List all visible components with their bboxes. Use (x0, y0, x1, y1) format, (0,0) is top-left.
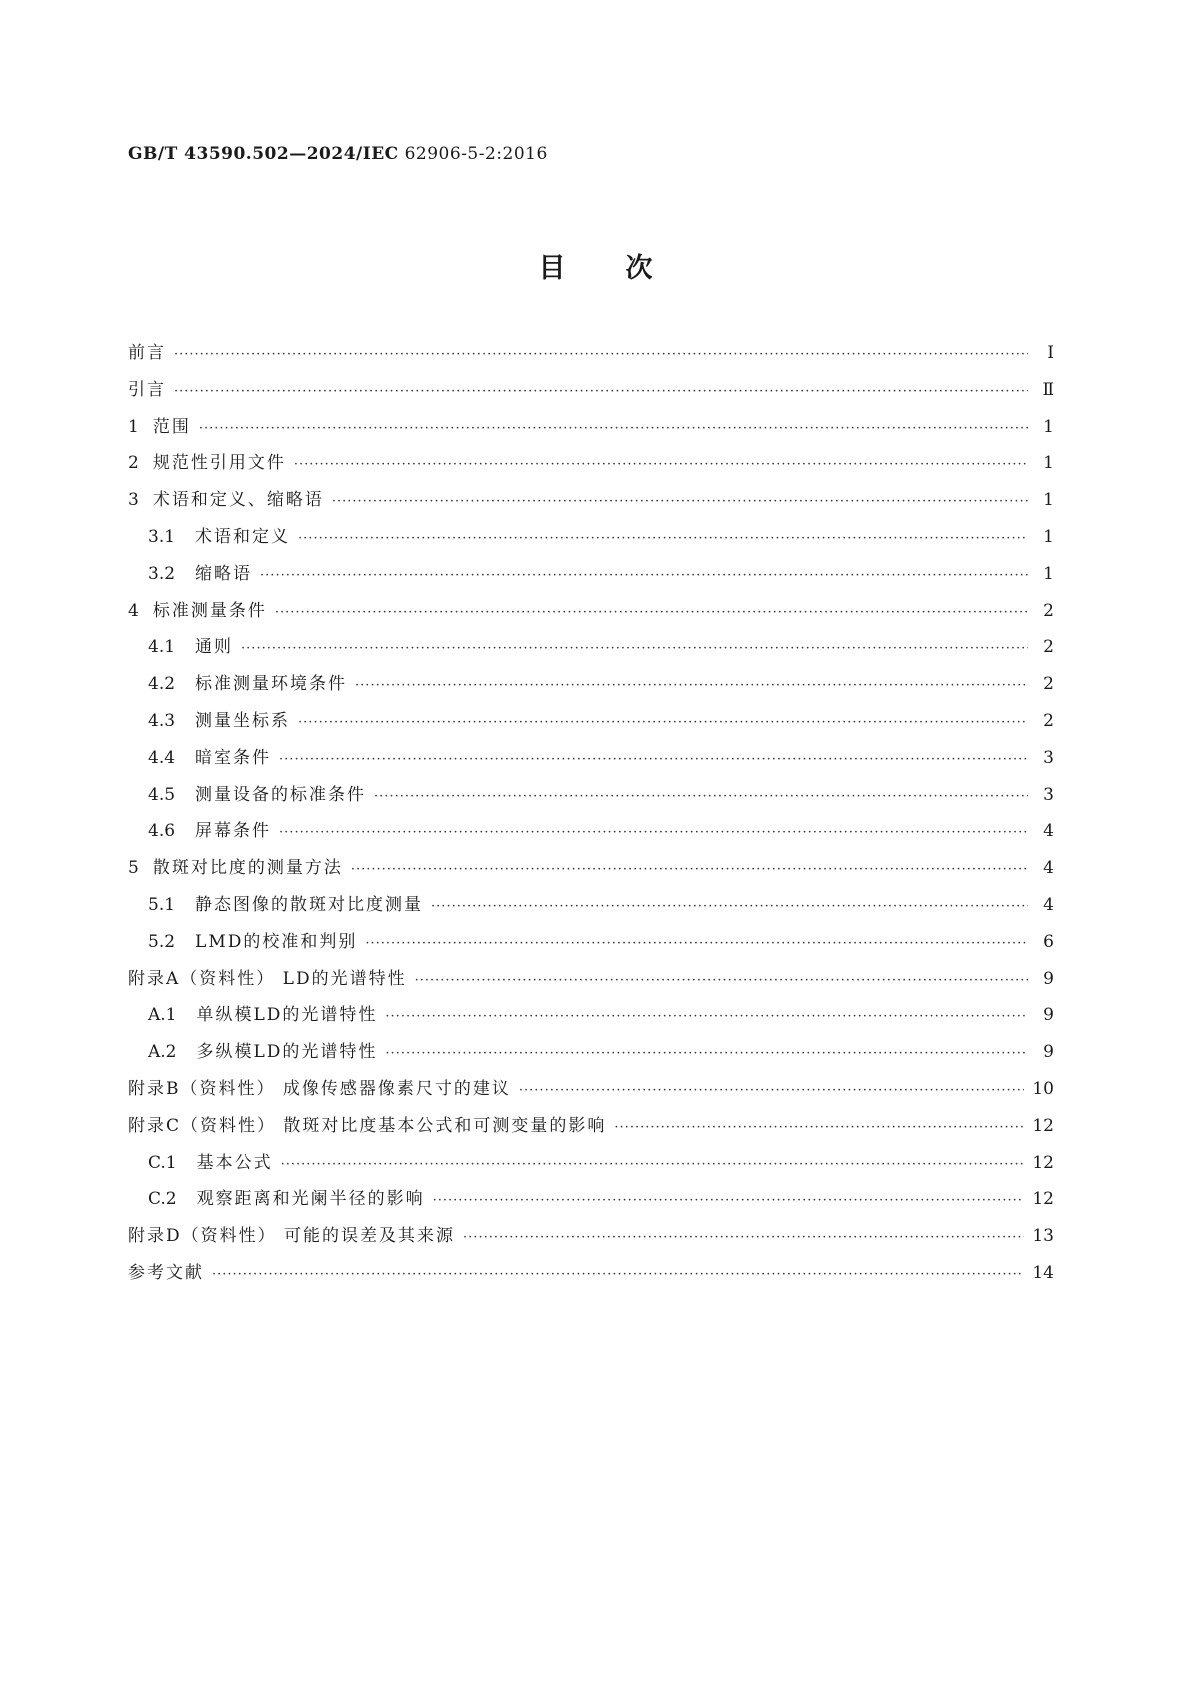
toc-entry[interactable] (128, 669, 1054, 706)
toc-entry-page: Ⅰ (1047, 343, 1054, 363)
page-title: 目次 (538, 253, 713, 284)
toc-entry-label: 附录A（资料性） LD的光谱特性 (128, 968, 407, 989)
toc-entry-number: A.2 (148, 1042, 177, 1063)
toc-dot-leader (260, 568, 1028, 583)
toc-entry[interactable] (128, 1258, 1054, 1295)
toc-entry-number: 4.1 (148, 637, 176, 658)
toc-entry-label: 范围 (152, 416, 191, 437)
toc-dot-leader (174, 347, 1028, 362)
toc-entry[interactable] (128, 1221, 1054, 1258)
toc-entry-label: 标准测量环境条件 (195, 674, 348, 695)
toc-entry-label: 单纵模LD的光谱特性 (196, 1005, 378, 1026)
toc-entry[interactable] (128, 375, 1054, 412)
table-of-contents (128, 338, 1054, 1295)
toc-dot-leader (415, 973, 1028, 988)
toc-entry[interactable] (128, 743, 1054, 780)
toc-entry[interactable] (128, 448, 1054, 485)
toc-entry-number: 5.2 (148, 931, 176, 952)
toc-entry-label: 引言 (128, 379, 166, 400)
toc-entry-label: 附录C（资料性） 散斑对比度基本公式和可测变量的影响 (128, 1115, 607, 1136)
toc-entry-label: 通则 (195, 637, 234, 658)
toc-entry-number: 3 (128, 490, 139, 511)
toc-dot-leader (433, 1193, 1025, 1208)
toc-entry-page: 3 (1043, 747, 1054, 768)
toc-dot-leader (241, 641, 1028, 656)
toc-entry[interactable] (128, 485, 1054, 522)
toc-dot-leader (298, 531, 1028, 546)
toc-entry-label: LMD的校准和判别 (195, 931, 358, 952)
toc-dot-leader (279, 825, 1028, 840)
toc-entry-page: 4 (1043, 821, 1054, 842)
toc-entry-page: 10 (1032, 1078, 1054, 1099)
toc-entry-number: 4.4 (148, 747, 176, 768)
toc-entry-number: 5 (128, 858, 139, 879)
toc-entry-page: 9 (1043, 1042, 1054, 1063)
toc-entry-label: 测量设备的标准条件 (195, 784, 367, 805)
toc-entry-page: 4 (1043, 858, 1054, 879)
toc-dot-leader (355, 678, 1028, 693)
toc-entry-page: 1 (1043, 526, 1054, 547)
toc-entry[interactable] (128, 890, 1054, 927)
toc-entry-label: 多纵模LD的光谱特性 (196, 1042, 378, 1063)
toc-entry-label: 规范性引用文件 (152, 453, 286, 474)
toc-entry[interactable] (128, 853, 1054, 890)
toc-entry-number: 4.2 (148, 674, 176, 695)
toc-entry-number: 4.6 (148, 821, 176, 842)
toc-entry[interactable] (128, 706, 1054, 743)
toc-entry-number: C.1 (148, 1152, 177, 1173)
toc-entry[interactable] (128, 964, 1054, 1001)
toc-entry-number: 1 (128, 416, 139, 437)
toc-entry-page: 4 (1043, 894, 1054, 915)
toc-entry-label: 参考文献 (128, 1262, 204, 1283)
toc-entry-page: 2 (1043, 600, 1054, 621)
toc-dot-leader (212, 1267, 1024, 1282)
toc-entry-label: 缩略语 (195, 563, 253, 584)
toc-entry-page: 12 (1032, 1115, 1054, 1136)
toc-dot-leader (199, 421, 1028, 436)
toc-entry[interactable] (128, 412, 1054, 449)
toc-entry-label: 散斑对比度的测量方法 (152, 858, 343, 879)
toc-entry-page: 13 (1032, 1226, 1054, 1247)
toc-entry-page: 1 (1043, 416, 1054, 437)
standard-code-iec: 62906-5-2:2016 (398, 144, 548, 164)
toc-entry[interactable] (128, 780, 1054, 817)
toc-dot-leader (294, 457, 1028, 472)
toc-entry[interactable] (128, 632, 1054, 669)
standard-code-main: GB/T 43590.502—2024/IEC (128, 144, 399, 164)
standard-number (128, 144, 548, 164)
toc-entry-label: 屏幕条件 (195, 821, 272, 842)
toc-entry[interactable] (128, 559, 1054, 596)
toc-dot-leader (463, 1230, 1024, 1245)
toc-entry-label: 术语和定义、缩略语 (152, 490, 324, 511)
toc-entry-label: 标准测量条件 (152, 600, 267, 621)
toc-entry-page: 3 (1043, 784, 1054, 805)
toc-entry-page: Ⅱ (1042, 379, 1054, 400)
toc-entry[interactable] (128, 1000, 1054, 1037)
toc-entry-page: 1 (1043, 563, 1054, 584)
toc-entry-number: 2 (128, 453, 139, 474)
toc-entry-page: 12 (1032, 1152, 1054, 1173)
toc-entry-page: 1 (1043, 490, 1054, 511)
toc-dot-leader (519, 1083, 1024, 1098)
toc-entry-page: 2 (1043, 674, 1054, 695)
toc-entry[interactable] (128, 1148, 1054, 1185)
toc-entry-page: 1 (1043, 453, 1054, 474)
toc-entry[interactable] (128, 1037, 1054, 1074)
toc-entry-number: 3.1 (148, 526, 176, 547)
toc-dot-leader (385, 1009, 1028, 1024)
toc-entry-label: 基本公式 (196, 1152, 273, 1173)
toc-entry-number: 3.2 (148, 563, 176, 584)
toc-entry-label: 附录D（资料性） 可能的误差及其来源 (128, 1226, 456, 1247)
toc-entry-page: 6 (1043, 931, 1054, 952)
toc-dot-leader (281, 1157, 1025, 1172)
toc-entry-number: C.2 (148, 1189, 177, 1210)
toc-dot-leader (298, 715, 1028, 730)
toc-entry-label: 测量坐标系 (195, 710, 291, 731)
toc-dot-leader (351, 862, 1028, 877)
toc-entry[interactable] (128, 338, 1054, 375)
toc-dot-leader (374, 789, 1028, 804)
toc-entry-label: 静态图像的散斑对比度测量 (195, 894, 424, 915)
toc-entry[interactable] (128, 1184, 1054, 1221)
toc-entry-number: 4 (128, 600, 139, 621)
toc-entry-page: 12 (1032, 1189, 1054, 1210)
toc-dot-leader (385, 1046, 1028, 1061)
toc-entry-page: 9 (1043, 1005, 1054, 1026)
toc-entry[interactable] (128, 522, 1054, 559)
toc-entry-number: 4.3 (148, 710, 176, 731)
toc-dot-leader (279, 752, 1028, 767)
toc-dot-leader (275, 605, 1028, 620)
toc-entry-number: 5.1 (148, 894, 176, 915)
toc-entry-number: A.1 (148, 1005, 177, 1026)
toc-entry-page: 2 (1043, 710, 1054, 731)
toc-entry-label: 观察距离和光阑半径的影响 (196, 1189, 425, 1210)
toc-entry[interactable] (128, 596, 1054, 633)
toc-entry-page: 14 (1032, 1262, 1054, 1283)
toc-entry[interactable] (128, 927, 1054, 964)
toc-entry-page: 9 (1043, 968, 1054, 989)
toc-dot-leader (332, 494, 1028, 509)
toc-entry[interactable] (128, 1074, 1054, 1111)
toc-dot-leader (174, 384, 1028, 399)
toc-entry-label: 术语和定义 (195, 526, 291, 547)
toc-entry-number: 4.5 (148, 784, 176, 805)
toc-dot-leader (365, 936, 1028, 951)
toc-dot-leader (431, 899, 1028, 914)
toc-entry[interactable] (128, 1111, 1054, 1148)
toc-entry[interactable] (128, 816, 1054, 853)
toc-entry-label: 暗室条件 (195, 747, 272, 768)
toc-dot-leader (614, 1120, 1024, 1135)
toc-entry-label: 前言 (128, 343, 166, 363)
toc-entry-page: 2 (1043, 637, 1054, 658)
toc-entry-label: 附录B（资料性） 成像传感器像素尺寸的建议 (128, 1078, 511, 1099)
